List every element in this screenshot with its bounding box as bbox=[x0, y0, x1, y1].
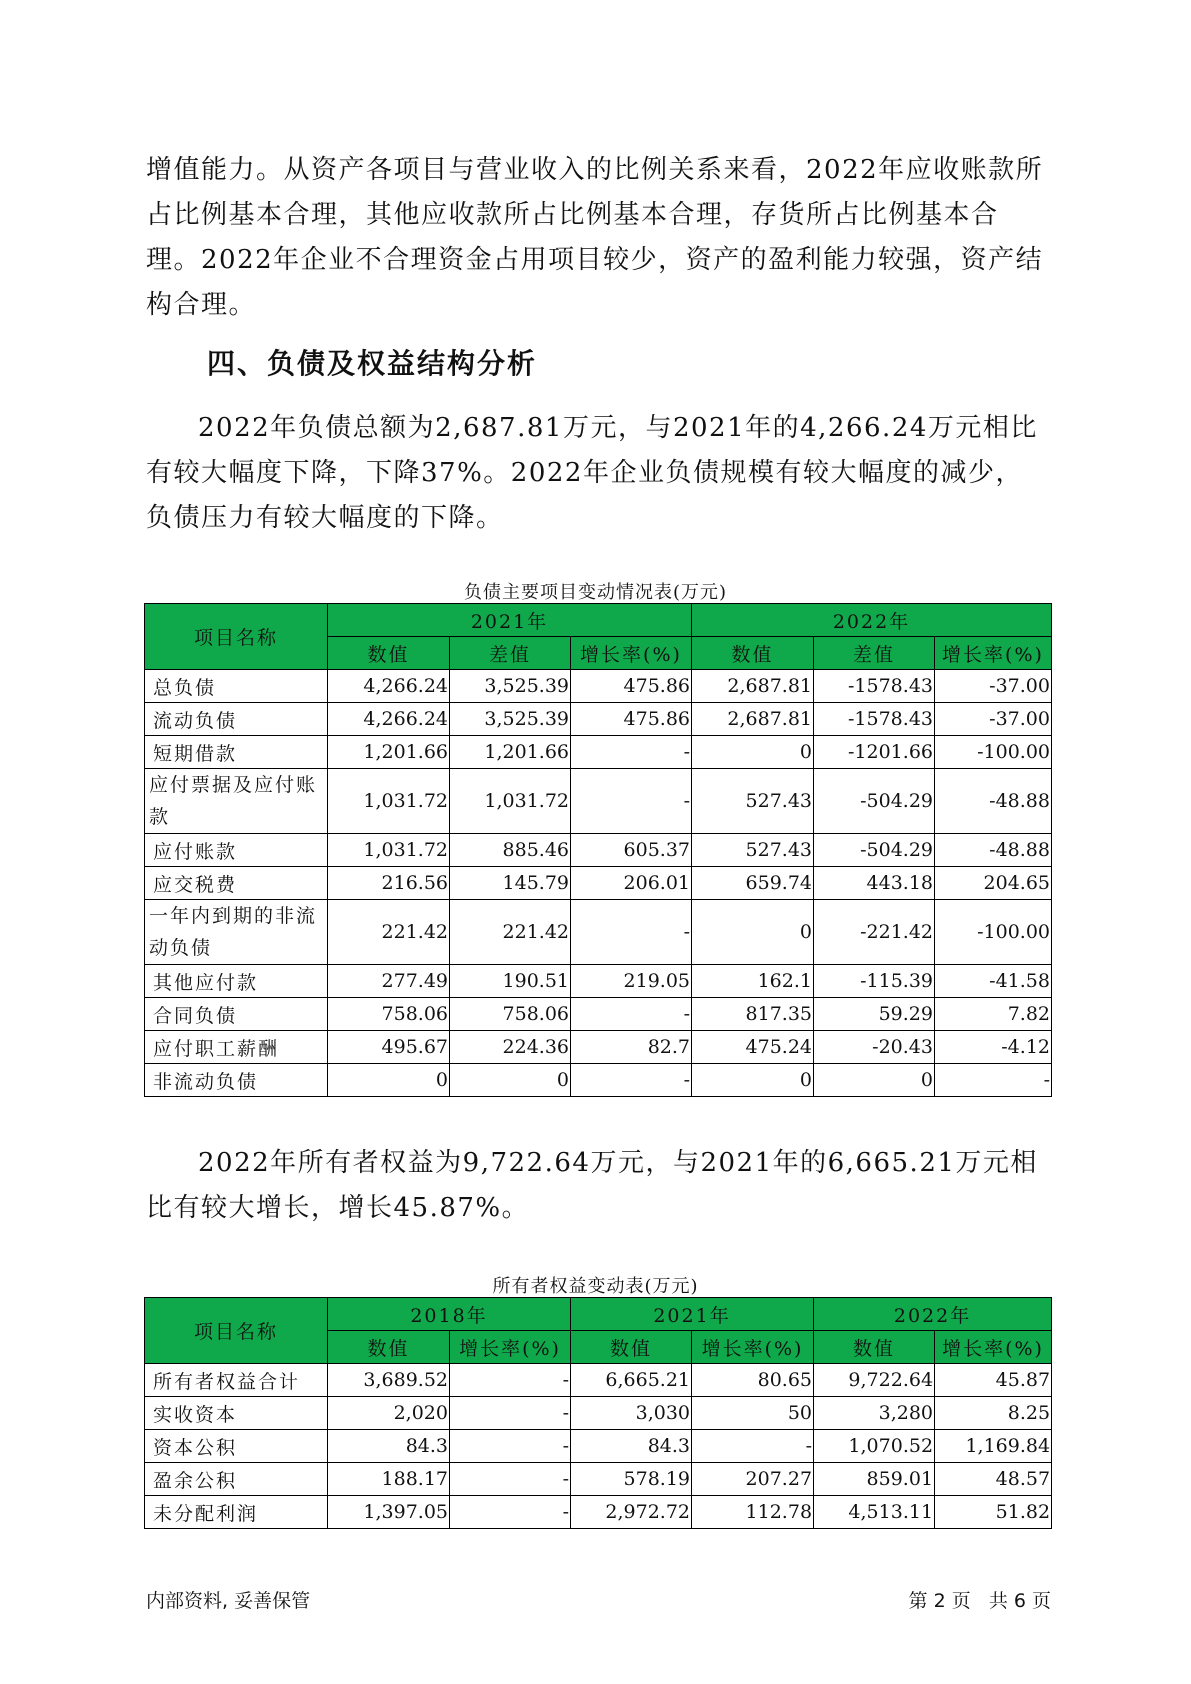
row-label: 短期借款 bbox=[145, 736, 328, 769]
header-year-2021: 2021年 bbox=[328, 604, 692, 637]
cell: 2,020 bbox=[328, 1397, 450, 1430]
cell: 0 bbox=[692, 900, 814, 965]
cell: 0 bbox=[328, 1064, 450, 1097]
cell: - bbox=[571, 998, 692, 1031]
cell: 495.67 bbox=[328, 1031, 450, 1064]
table-row bbox=[145, 1430, 1052, 1463]
cell: 1,070.52 bbox=[814, 1430, 935, 1463]
cell: -41.58 bbox=[935, 965, 1052, 998]
cell: 3,525.39 bbox=[450, 703, 571, 736]
cell: 859.01 bbox=[814, 1463, 935, 1496]
cell: - bbox=[935, 1064, 1052, 1097]
cell: 219.05 bbox=[571, 965, 692, 998]
cell: 190.51 bbox=[450, 965, 571, 998]
cell: 475.86 bbox=[571, 670, 692, 703]
table-row bbox=[145, 998, 1052, 1031]
cell: 578.19 bbox=[571, 1463, 692, 1496]
cell: 1,031.72 bbox=[328, 834, 450, 867]
table-row bbox=[145, 736, 1052, 769]
cell: 3,525.39 bbox=[450, 670, 571, 703]
row-label: 流动负债 bbox=[145, 703, 328, 736]
table-row bbox=[145, 1064, 1052, 1097]
subheader-growth-rate: 增长率(%) bbox=[571, 637, 692, 670]
cell: 8.25 bbox=[935, 1397, 1052, 1430]
cell: 443.18 bbox=[814, 867, 935, 900]
cell: 4,266.24 bbox=[328, 703, 450, 736]
table-row bbox=[145, 670, 1052, 703]
subheader-growth-rate: 增长率(%) bbox=[692, 1331, 814, 1364]
cell: 7.82 bbox=[935, 998, 1052, 1031]
cell: 1,397.05 bbox=[328, 1496, 450, 1529]
cell: 885.46 bbox=[450, 834, 571, 867]
cell: -48.88 bbox=[935, 769, 1052, 834]
cell: - bbox=[450, 1364, 571, 1397]
cell: -115.39 bbox=[814, 965, 935, 998]
cell: - bbox=[450, 1430, 571, 1463]
cell: 221.42 bbox=[328, 900, 450, 965]
table-row bbox=[145, 769, 1052, 834]
cell: -1578.43 bbox=[814, 703, 935, 736]
liability-table bbox=[144, 603, 1052, 1097]
cell: 3,280 bbox=[814, 1397, 935, 1430]
table-row bbox=[145, 834, 1052, 867]
cell: 4,513.11 bbox=[814, 1496, 935, 1529]
cell: 1,031.72 bbox=[328, 769, 450, 834]
cell: 3,689.52 bbox=[328, 1364, 450, 1397]
subheader-growth-rate: 增长率(%) bbox=[935, 1331, 1052, 1364]
subheader-value: 数值 bbox=[571, 1331, 692, 1364]
cell: -100.00 bbox=[935, 900, 1052, 965]
cell: -20.43 bbox=[814, 1031, 935, 1064]
header-year-2021: 2021年 bbox=[571, 1298, 814, 1331]
table-row bbox=[145, 1463, 1052, 1496]
cell: -504.29 bbox=[814, 769, 935, 834]
cell: 188.17 bbox=[328, 1463, 450, 1496]
subheader-difference: 差值 bbox=[450, 637, 571, 670]
cell: 0 bbox=[692, 736, 814, 769]
cell: 0 bbox=[814, 1064, 935, 1097]
subheader-value: 数值 bbox=[814, 1331, 935, 1364]
cell: 1,201.66 bbox=[450, 736, 571, 769]
row-label: 一年内到期的非流动负债 bbox=[145, 900, 328, 965]
cell: 45.87 bbox=[935, 1364, 1052, 1397]
cell: 204.65 bbox=[935, 867, 1052, 900]
cell: 277.49 bbox=[328, 965, 450, 998]
footer-page-number: 第 2 页 共 6 页 bbox=[908, 1590, 1051, 1612]
cell: 475.86 bbox=[571, 703, 692, 736]
footer-confidential-note: 内部资料, 妥善保管 bbox=[146, 1590, 311, 1612]
cell: 1,169.84 bbox=[935, 1430, 1052, 1463]
cell: 206.01 bbox=[571, 867, 692, 900]
row-label: 应付票据及应付账款 bbox=[145, 769, 328, 834]
cell: -37.00 bbox=[935, 703, 1052, 736]
cell: -504.29 bbox=[814, 834, 935, 867]
section-heading: 四、负债及权益结构分析 bbox=[207, 347, 538, 380]
cell: - bbox=[571, 1064, 692, 1097]
row-label: 非流动负债 bbox=[145, 1064, 328, 1097]
cell: -100.00 bbox=[935, 736, 1052, 769]
cell: 0 bbox=[692, 1064, 814, 1097]
row-label: 合同负债 bbox=[145, 998, 328, 1031]
header-item-name: 项目名称 bbox=[145, 604, 328, 670]
cell: 2,687.81 bbox=[692, 703, 814, 736]
cell: - bbox=[571, 769, 692, 834]
cell: - bbox=[450, 1397, 571, 1430]
cell: 145.79 bbox=[450, 867, 571, 900]
paragraph-liabilities: 2022年负债总额为2,687.81万元，与2021年的4,266.24万元相比有较大幅度下降，下降37%。2022年企业负债规模有较大幅度的减少，负债压力有较大幅度的下降。 bbox=[146, 413, 1038, 533]
cell: 207.27 bbox=[692, 1463, 814, 1496]
subheader-growth-rate: 增长率(%) bbox=[935, 637, 1052, 670]
table-row bbox=[145, 1496, 1052, 1529]
subheader-value: 数值 bbox=[328, 1331, 450, 1364]
cell: - bbox=[692, 1430, 814, 1463]
row-label: 应交税费 bbox=[145, 867, 328, 900]
row-label: 应付职工薪酬 bbox=[145, 1031, 328, 1064]
cell: 112.78 bbox=[692, 1496, 814, 1529]
cell: - bbox=[571, 736, 692, 769]
table-row bbox=[145, 1364, 1052, 1397]
row-label: 应付账款 bbox=[145, 834, 328, 867]
row-label: 资本公积 bbox=[145, 1430, 328, 1463]
header-year-2022: 2022年 bbox=[814, 1298, 1052, 1331]
cell: 758.06 bbox=[450, 998, 571, 1031]
cell: 216.56 bbox=[328, 867, 450, 900]
cell: 50 bbox=[692, 1397, 814, 1430]
row-label: 所有者权益合计 bbox=[145, 1364, 328, 1397]
table-row bbox=[145, 1397, 1052, 1430]
subheader-value: 数值 bbox=[692, 637, 814, 670]
cell: 162.1 bbox=[692, 965, 814, 998]
cell: 1,031.72 bbox=[450, 769, 571, 834]
cell: 82.7 bbox=[571, 1031, 692, 1064]
cell: - bbox=[571, 900, 692, 965]
cell: 527.43 bbox=[692, 834, 814, 867]
cell: 9,722.64 bbox=[814, 1364, 935, 1397]
header-year-2018: 2018年 bbox=[328, 1298, 571, 1331]
row-label: 其他应付款 bbox=[145, 965, 328, 998]
cell: 4,266.24 bbox=[328, 670, 450, 703]
cell: 3,030 bbox=[571, 1397, 692, 1430]
row-label: 总负债 bbox=[145, 670, 328, 703]
cell: 221.42 bbox=[450, 900, 571, 965]
cell: 51.82 bbox=[935, 1496, 1052, 1529]
table-row bbox=[145, 703, 1052, 736]
cell: -1578.43 bbox=[814, 670, 935, 703]
cell: -4.12 bbox=[935, 1031, 1052, 1064]
cell: -48.88 bbox=[935, 834, 1052, 867]
row-label: 实收资本 bbox=[145, 1397, 328, 1430]
cell: 1,201.66 bbox=[328, 736, 450, 769]
cell: 475.24 bbox=[692, 1031, 814, 1064]
table-row bbox=[145, 867, 1052, 900]
cell: 758.06 bbox=[328, 998, 450, 1031]
table-row bbox=[145, 1031, 1052, 1064]
header-year-2022: 2022年 bbox=[692, 604, 1052, 637]
cell: 659.74 bbox=[692, 867, 814, 900]
table-row bbox=[145, 900, 1052, 965]
cell: 2,687.81 bbox=[692, 670, 814, 703]
cell: -1201.66 bbox=[814, 736, 935, 769]
equity-table-caption: 所有者权益变动表(万元) bbox=[492, 1276, 699, 1297]
cell: - bbox=[450, 1496, 571, 1529]
row-label: 盈余公积 bbox=[145, 1463, 328, 1496]
cell: 605.37 bbox=[571, 834, 692, 867]
cell: - bbox=[450, 1463, 571, 1496]
cell: 224.36 bbox=[450, 1031, 571, 1064]
header-item-name: 项目名称 bbox=[145, 1298, 328, 1364]
subheader-growth-rate: 增长率(%) bbox=[450, 1331, 571, 1364]
subheader-value: 数值 bbox=[328, 637, 450, 670]
paragraph-asset-structure: 增值能力。从资产各项目与营业收入的比例关系来看，2022年应收账款所占比例基本合理，其他应收款所占比例基本合理，存货所占比例基本合理。2022年企业不合理资金占用项目较少，资产的盈利能力较强，资产结构合理。 bbox=[146, 155, 1044, 320]
cell: 48.57 bbox=[935, 1463, 1052, 1496]
liability-table-caption: 负债主要项目变动情况表(万元) bbox=[463, 582, 728, 603]
cell: 0 bbox=[450, 1064, 571, 1097]
cell: 817.35 bbox=[692, 998, 814, 1031]
cell: 527.43 bbox=[692, 769, 814, 834]
cell: 59.29 bbox=[814, 998, 935, 1031]
cell: 2,972.72 bbox=[571, 1496, 692, 1529]
cell: 84.3 bbox=[571, 1430, 692, 1463]
paragraph-equity: 2022年所有者权益为9,722.64万元，与2021年的6,665.21万元相比有较大增长，增长45.87%。 bbox=[146, 1148, 1038, 1223]
table-row bbox=[145, 965, 1052, 998]
cell: 80.65 bbox=[692, 1364, 814, 1397]
row-label: 未分配利润 bbox=[145, 1496, 328, 1529]
subheader-difference: 差值 bbox=[814, 637, 935, 670]
equity-table bbox=[144, 1297, 1052, 1529]
cell: -221.42 bbox=[814, 900, 935, 965]
cell: 84.3 bbox=[328, 1430, 450, 1463]
cell: 6,665.21 bbox=[571, 1364, 692, 1397]
cell: -37.00 bbox=[935, 670, 1052, 703]
